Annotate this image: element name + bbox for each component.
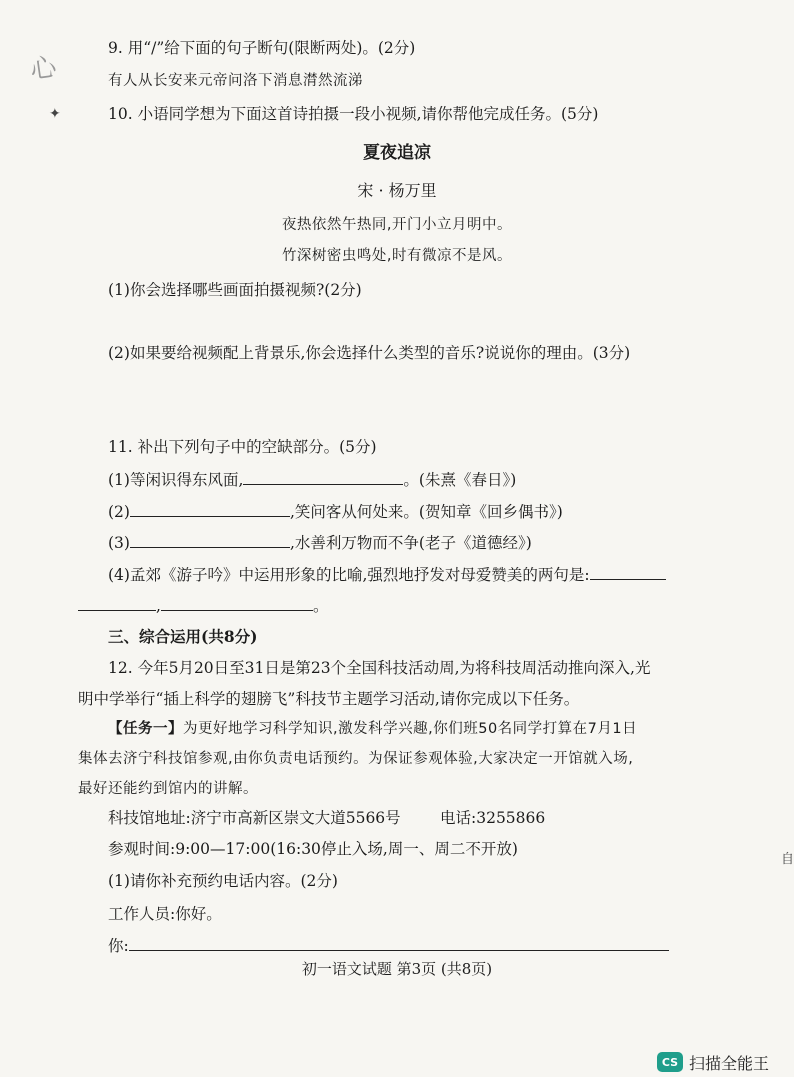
left-margin-scribble: 心	[28, 52, 59, 86]
q11-item3-post: ,水善利万物而不争(老子《道德经》)	[289, 534, 532, 552]
dialogue-you	[108, 934, 669, 957]
q10-prompt: 10. 小语同学想为下面这首诗拍摄一段小视频,请你帮他完成任务。(5分)	[108, 105, 599, 123]
q11-item2-blank[interactable]	[130, 500, 290, 517]
poem-author: 宋 · 杨万里	[357, 181, 437, 200]
q12-line1: 12. 今年5月20日至31日是第23个全国科技活动周,为将科技周活动推向深入,光	[108, 659, 651, 677]
camscanner-watermark	[657, 1049, 769, 1075]
q10-sub1: (1)你会选择哪些画面拍摄视频?(2分)	[108, 281, 362, 299]
q11-item2-post: ,笑问客从何处来。(贺知章《回乡偶书》)	[289, 503, 563, 521]
q11-item2-pre: (2)	[108, 503, 130, 521]
dialogue-staff: 工作人员:你好。	[108, 905, 222, 923]
q11-item1-post: 。(朱熹《春日》)	[403, 471, 517, 489]
q11-item2	[108, 500, 563, 523]
q11-item3-pre: (3)	[108, 534, 130, 552]
q11-item1-blank[interactable]	[243, 468, 403, 485]
page-footer: 初一语文试题 第3页 (共8页)	[301, 960, 493, 978]
museum-hours: 参观时间:9:00—17:00(16:30停止入场,周一、周二不开放)	[108, 840, 518, 858]
q11-item4	[108, 563, 666, 586]
q11-item4-sep: ,	[156, 597, 161, 615]
section-3-heading: 三、综合运用(共8分)	[108, 627, 258, 646]
q11-item4-text: (4)孟郊《游子吟》中运用形象的比喻,强烈地抒发对母爱赞美的两句是:	[108, 566, 590, 584]
q11-prompt: 11. 补出下列句子中的空缺部分。(5分)	[108, 438, 377, 456]
q11-item4-cont	[78, 594, 328, 617]
q9-sentence: 有人从长安来元帝问洛下消息潸然流涕	[108, 73, 363, 89]
q11-item4-blank-b[interactable]	[78, 594, 156, 611]
q11-item3	[108, 531, 532, 554]
q11-item3-blank[interactable]	[130, 531, 290, 548]
dialogue-you-label: 你:	[108, 937, 129, 955]
q12-sub1: (1)请你补充预约电话内容。(2分)	[108, 872, 338, 890]
q9-prompt: 9. 用“/”给下面的句子断句(限断两处)。(2分)	[108, 39, 416, 57]
camscanner-logo-icon: CS	[657, 1052, 683, 1072]
museum-address: 科技馆地址:济宁市高新区崇文大道5566号	[108, 809, 401, 827]
q11-item4-blank-a[interactable]	[590, 563, 666, 580]
q11-item4-end: 。	[312, 597, 329, 615]
camscanner-text: 扫描全能王	[689, 1053, 770, 1073]
poem-line-2: 竹深树密虫鸣处,时有微凉不是风。	[281, 248, 513, 264]
q11-item4-blank-c[interactable]	[161, 594, 313, 611]
q12-task1-line3: 最好还能约到馆内的讲解。	[78, 781, 258, 797]
q11-item1	[108, 468, 516, 491]
q12-line2: 明中学举行“插上科学的翅膀飞”科技节主题学习活动,请你完成以下任务。	[78, 690, 580, 708]
poem-line-1: 夜热依然午热同,开门小立月明中。	[281, 217, 513, 233]
q12-task1-line2: 集体去济宁科技馆参观,由你负责电话预约。为保证参观体验,大家决定一开馆就入场,	[78, 751, 634, 767]
task1-text-1: 为更好地学习科学知识,激发科学兴趣,你们班50名同学打算在7月1日	[183, 721, 638, 737]
left-margin-dot: ✦	[49, 106, 61, 122]
q12-task1-line1	[108, 718, 637, 740]
poem-title: 夏夜追凉	[363, 143, 431, 163]
right-edge-mark: 自	[781, 852, 794, 867]
task1-label: 【任务一】	[108, 720, 183, 737]
museum-phone: 电话:3255866	[440, 809, 546, 827]
dialogue-you-blank[interactable]	[129, 934, 669, 951]
q11-item1-pre: (1)等闲识得东风面,	[108, 471, 244, 489]
q10-sub2: (2)如果要给视频配上背景乐,你会选择什么类型的音乐?说说你的理由。(3分)	[108, 344, 631, 362]
